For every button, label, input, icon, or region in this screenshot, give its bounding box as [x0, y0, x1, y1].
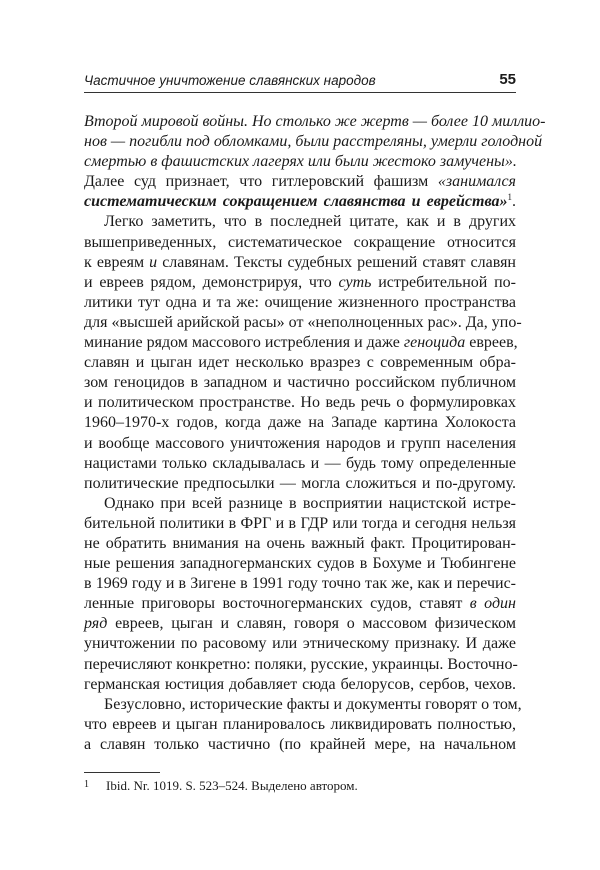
text-line [84, 554, 516, 574]
text-line [84, 373, 516, 393]
text-line [84, 514, 516, 534]
text-segment: и политическом пространстве. Но ведь речь о формулировках [84, 394, 516, 412]
text-line [84, 715, 516, 735]
text-segment: минание рядом массового истребления и даже [84, 334, 404, 352]
footnote-ref: 1 [507, 192, 512, 203]
text-segment: евреев, [465, 334, 518, 352]
text-segment: нов — погибли под обломками, были расстреляны, умерли голодной [84, 133, 543, 151]
text-line [84, 152, 516, 172]
text-line [84, 494, 516, 514]
text-segment: не обратить внимания на очень важный факт. Процитирован- [84, 534, 516, 552]
text-line [84, 132, 543, 152]
text-segment: что евреев и цыган планировалось ликвидировать полностью, [84, 715, 516, 733]
text-segment: германская юстиция добавляет сюда белорусов, сербов, чехов. [84, 675, 516, 693]
text-line [84, 192, 516, 212]
text-segment: геноцида [403, 334, 466, 352]
text-segment: в 1969 году и в Зигене в 1991 году точно так же, как и перечис- [84, 575, 516, 593]
text-segment: «занимался [437, 173, 516, 191]
text-segment: и [149, 253, 158, 271]
text-line [84, 393, 516, 413]
text-segment: зом геноцидов в западном и частично российском публичном [84, 374, 516, 392]
text-line [84, 273, 516, 293]
text-line [84, 735, 516, 755]
text-segment: ленные приговоры восточногерманских судов, ставят [84, 595, 470, 613]
text-line [84, 353, 516, 373]
text-segment: евреев, цыган и славян, говоря о массовом физическом [107, 615, 516, 633]
text-segment: Безусловно, исторические факты и документы говорят о том, [104, 695, 522, 713]
text-line [84, 574, 516, 594]
text-segment: систематическим сокращением славянства и еврейства» [84, 193, 508, 211]
text-segment: и евреев рядом, демонстрируя, что [84, 273, 339, 291]
text-line [84, 172, 516, 192]
text-segment: ные решения западногерманских судов в Бохуме и Тюбингене [84, 555, 516, 573]
text-segment: политические предпосылки — могла сложиться и по-другому. [84, 474, 516, 492]
text-line [84, 293, 516, 313]
text-line [84, 675, 516, 695]
text-segment: бительной политики в ФРГ и в ГДР или тогда и сегодня нельзя [84, 514, 516, 532]
text-line [84, 212, 516, 232]
text-segment: суть [338, 273, 372, 291]
text-segment: уничтожении по расовому или этническому признаку. И даже [84, 635, 516, 653]
text-segment: смертью в фашистских лагерях или были жестоко замучены». [84, 153, 517, 171]
text-segment: перечисляют конкретно: поляки, русские, украинцы. Восточно- [84, 655, 518, 673]
text-line [84, 614, 516, 634]
text-line [84, 434, 516, 454]
running-header [84, 70, 516, 93]
text-line [84, 333, 516, 353]
text-segment: Далее суд признает, что гитлеровский фашизм [84, 173, 438, 191]
text-line [84, 474, 516, 494]
text-line [84, 534, 516, 554]
text-segment: литики тут одна и та же: очищение жизненного пространства [84, 293, 516, 311]
text-segment: славян и цыган идет несколько вразрез с современным обра- [84, 354, 516, 372]
text-segment: . [512, 193, 516, 211]
text-segment: вышеприведенных, систематическое сокращение относится [84, 233, 516, 251]
text-line [84, 233, 516, 253]
text-line [84, 313, 522, 333]
text-line [84, 112, 546, 132]
footnote-divider [84, 772, 160, 773]
text-segment: ряд [84, 615, 108, 633]
footnote-text: Ibid. Nr. 1019. S. 523–524. Выделено автором. [106, 778, 358, 793]
running-title: Частичное уничтожение славянских народов [84, 73, 376, 88]
text-line [84, 594, 516, 614]
text-segment: к евреям [84, 253, 150, 271]
footnote [84, 778, 358, 794]
text-line [84, 413, 516, 433]
page-number: 55 [499, 71, 516, 88]
text-segment: славянам. Тексты судебных решений ставят славян [157, 253, 516, 271]
text-line [84, 253, 516, 273]
text-line [84, 695, 522, 715]
text-segment: Легко заметить, что в последней цитате, как и в других [104, 213, 516, 231]
text-segment: в один [469, 595, 516, 613]
text-segment: 1960–1970-х годов, когда даже на Западе картина Холокоста [84, 414, 516, 432]
text-line [84, 454, 516, 474]
text-segment: Второй мировой войны. Но столько же жертв — более 10 миллио- [84, 113, 546, 130]
text-segment: нацистами только складывалась и — будь тому определенные [84, 454, 516, 472]
text-segment: и вообще массового уничтожения народов и групп населения [84, 434, 516, 452]
text-segment: а славян только частично (по крайней мере, на начальном [84, 735, 516, 753]
text-segment: истребительной по- [371, 273, 516, 291]
text-line [84, 655, 516, 675]
footnote-number: 1 [84, 779, 89, 790]
body-text [84, 112, 546, 755]
text-segment: Однако при всей разнице в восприятии нацистской истре- [104, 494, 516, 512]
text-line [84, 634, 516, 654]
text-segment: для «высшей арийской расы» от «неполноценных рас». Да, упо- [84, 313, 522, 331]
